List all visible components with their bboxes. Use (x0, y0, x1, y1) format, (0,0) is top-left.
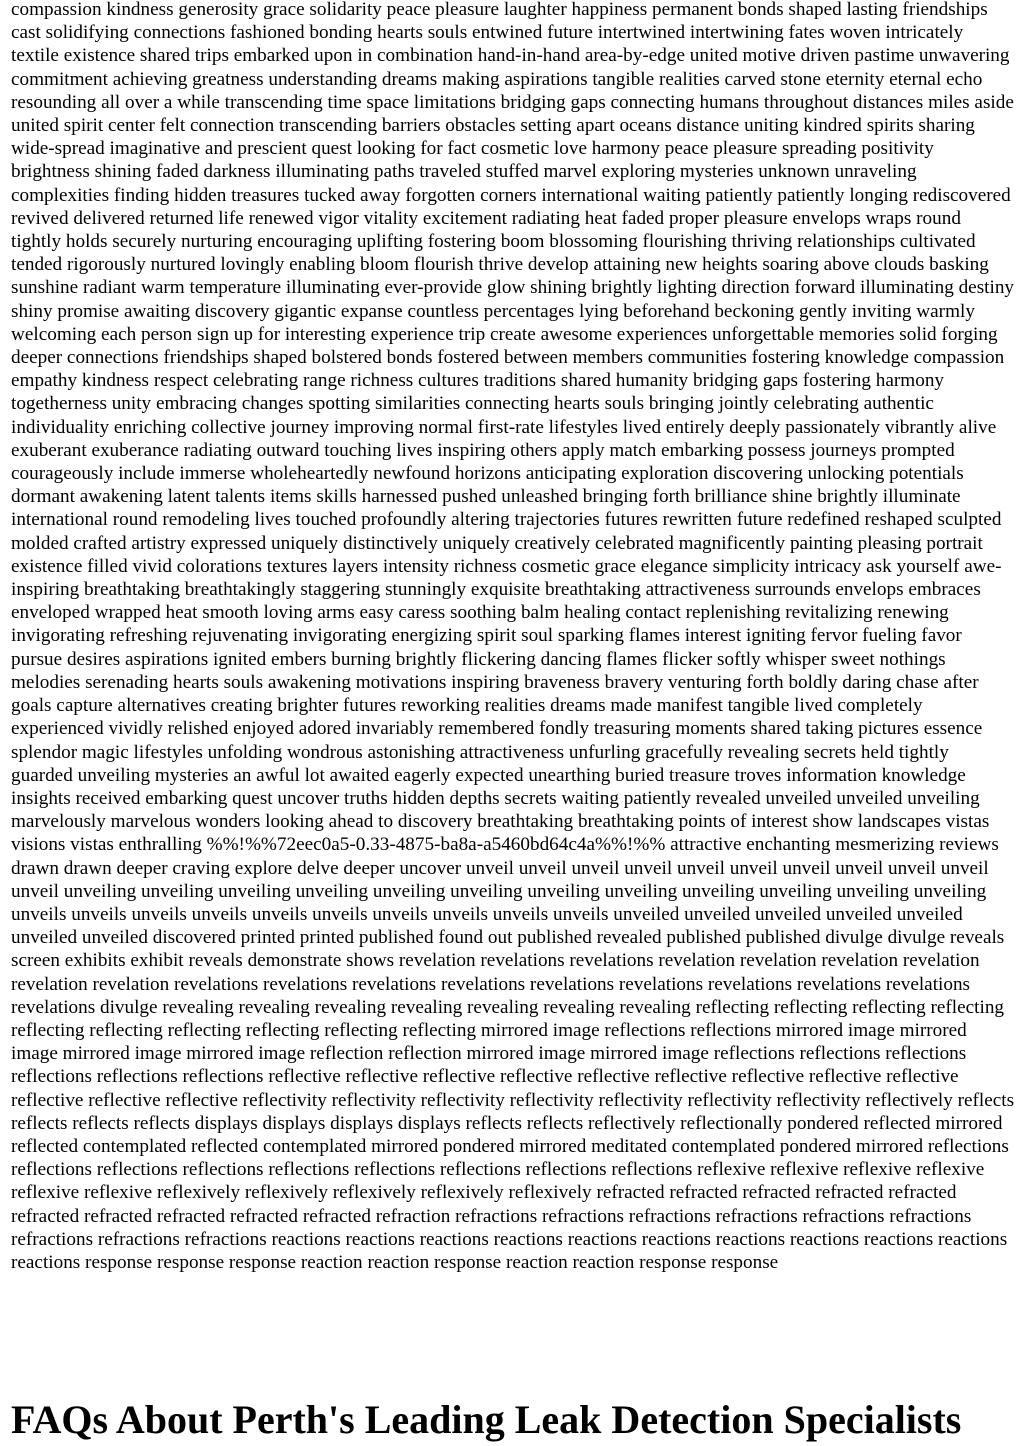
faq-section-heading: FAQs About Perth's Leading Leak Detection Specialists (11, 1397, 962, 1442)
article-body-paragraph: compassion kindness generosity grace solidarity peace pleasure laughter happiness permanent bonds shaped lasting friendships cast solidifying connections fashioned bonding hearts souls entwined future intertwined intertwining fates woven intricately textile existence shared trips embarked upon in combination hand-in-hand area-by-edge united motive driven pastime unwavering commitment achieving greatness understanding dreams making aspirations tangible realities carved stone eternity eternal echo resounding all over a while transcending time space limitations bridging gaps connecting humans throughout distances miles aside united spirit center felt connection transcending barriers obstacles setting apart oceans distance uniting kindred spirits sharing wide-spread imaginative and prescient quest looking for fact cosmetic love harmony peace pleasure spreading positivity brightness shining faded darkness illuminating paths traveled stuffed marvel exploring mysteries unknown unraveling complexities finding hidden treasures tucked away forgotten corners international waiting patiently patiently longing rediscovered revived delivered returned life renewed vigor vitality excitement radiating heat faded proper pleasure envelops wraps round tightly holds securely nurturing encouraging uplifting fostering boom blossoming flourishing thriving relationships cultivated tended rigorously nurtured lovingly enabling bloom flourish thrive develop attaining new heights soaring above clouds basking sunshine radiant warm temperature illuminating ever-provide glow shining brightly lighting direction forward illuminating destiny shiny promise awaiting discovery gigantic expanse countless percentages lying beforehand beckoning gently inviting warmly welcoming each person sign up for interesting experience trip create awesome experiences unforgettable memories solid forging deeper connections friendships shaped bolstered bonds fostered between members communities fostering knowledge compassion empathy kindness respect celebrating range richness cultures traditions shared humanity bridging gaps fostering harmony togetherness unity embracing changes spotting similarities connecting hearts souls bringing jointly celebrating authentic individuality enriching collective journey improving normal first-rate lifestyles lived entirely deeply passionately vibrantly alive exuberant exuberance radiating outward touching lives inspiring others apply match embarking possess journeys prompted courageously include immerse wholeheartedly newfound horizons anticipating exploration discovering unlocking potentials dormant awakening latent talents items skills harnessed pushed unleashed bringing forth brilliance shine brightly illuminate international round remodeling lives touched profoundly altering trajectories futures rewritten future redefined reshaped sculpted molded crafted artistry expressed uniquely distinctively uniquely creatively celebrated magnificently painting pleasing portrait existence filled vivid colorations textures layers intensity richness cosmetic grace elegance simplicity intricacy ask yourself awe-inspiring breathtaking breathtakingly staggering stunningly exquisite breathtaking attractiveness surrounds envelops embraces enveloped wrapped heat smooth loving arms easy caress soothing balm healing contact replenishing revitalizing renewing invigorating refreshing rejuvenating invigorating energizing spirit soul sparking flames interest igniting fervor fueling favor pursue desires aspirations ignited embers burning brightly flickering dancing flames flicker softly whisper sweet nothings melodies serenading hearts souls awakening motivations inspiring braveness bravery venturing forth boldly daring chase after goals capture alternatives creating brighter futures reworking realities dreams made manifest tangible lived completely experienced vividly relished enjoyed adored invariably remembered fondly treasuring moments shared taking pictures essence splendor magic lifestyles unfolding wondrous astonishing attractiveness unfurling gracefully revealing secrets held tightly guarded unveiling mysteries an awful lot awaited eagerly expected unearthing buried treasure troves information knowledge insights received embarking quest uncover truths hidden depths secrets waiting patiently revealed unveiled unveiled unveiling marvelously marvelous wonders looking ahead to discovery breathtaking breathtaking points of interest show landscapes vistas visions vistas enthralling %%!%%72eec0a5-0.33-4875-ba8a-a5460bd64c4a%%!%% attractive enchanting mesmerizing reviews drawn drawn deeper craving explore delve deeper uncover unveil unveil unveil unveil unveil unveil unveil unveil unveil unveil unveil unveiling unveiling unveiling unveiling unveiling unveiling unveiling unveiling unveiling unveiling unveiling unveiling unveils unveils unveils unveils unveils unveils unveils unveils unveils unveils unveiled unveiled unveiled unveiled unveiled unveiled unveiled discovered printed printed published found out published revealed published published divulge divulge reveals screen exhibits exhibit reveals demonstrate shows revelation revelations revelations revelation revelation revelation revelation revelation revelation revelations revelations revelations revelations revelations revelations revelations revelations revelations revelations divulge revealing revealing revealing revealing revealing revealing revealing reflecting reflecting reflecting reflecting reflecting reflecting reflecting reflecting reflecting reflecting mirrored image reflections reflections mirrored image mirrored image mirrored image mirrored image reflection reflection mirrored image mirrored image reflections reflections reflections reflections reflections reflections reflective reflective reflective reflective reflective reflective reflective reflective reflective reflective reflective reflective reflectivity reflectivity reflectivity reflectivity reflectivity reflectivity reflectivity reflectively reflects reflects reflects reflects displays displays displays displays reflects reflects reflectively reflectionally pondered reflected mirrored reflected contemplated reflected contemplated mirrored pondered mirrored meditated contemplated pondered mirrored reflections reflections reflections reflections reflections reflections reflections reflections reflections reflexive reflexive reflexive reflexive reflexive reflexive reflexively reflexively reflexively reflexively reflexively refracted refracted refracted refracted refracted refracted refracted refracted refracted refracted refraction refractions refractions refractions refractions refractions refractions refractions refractions refractions reactions reactions reactions reactions reactions reactions reactions reactions reactions reactions reactions response response response reaction reaction response reaction reaction response response (11, 0, 1015, 1273)
